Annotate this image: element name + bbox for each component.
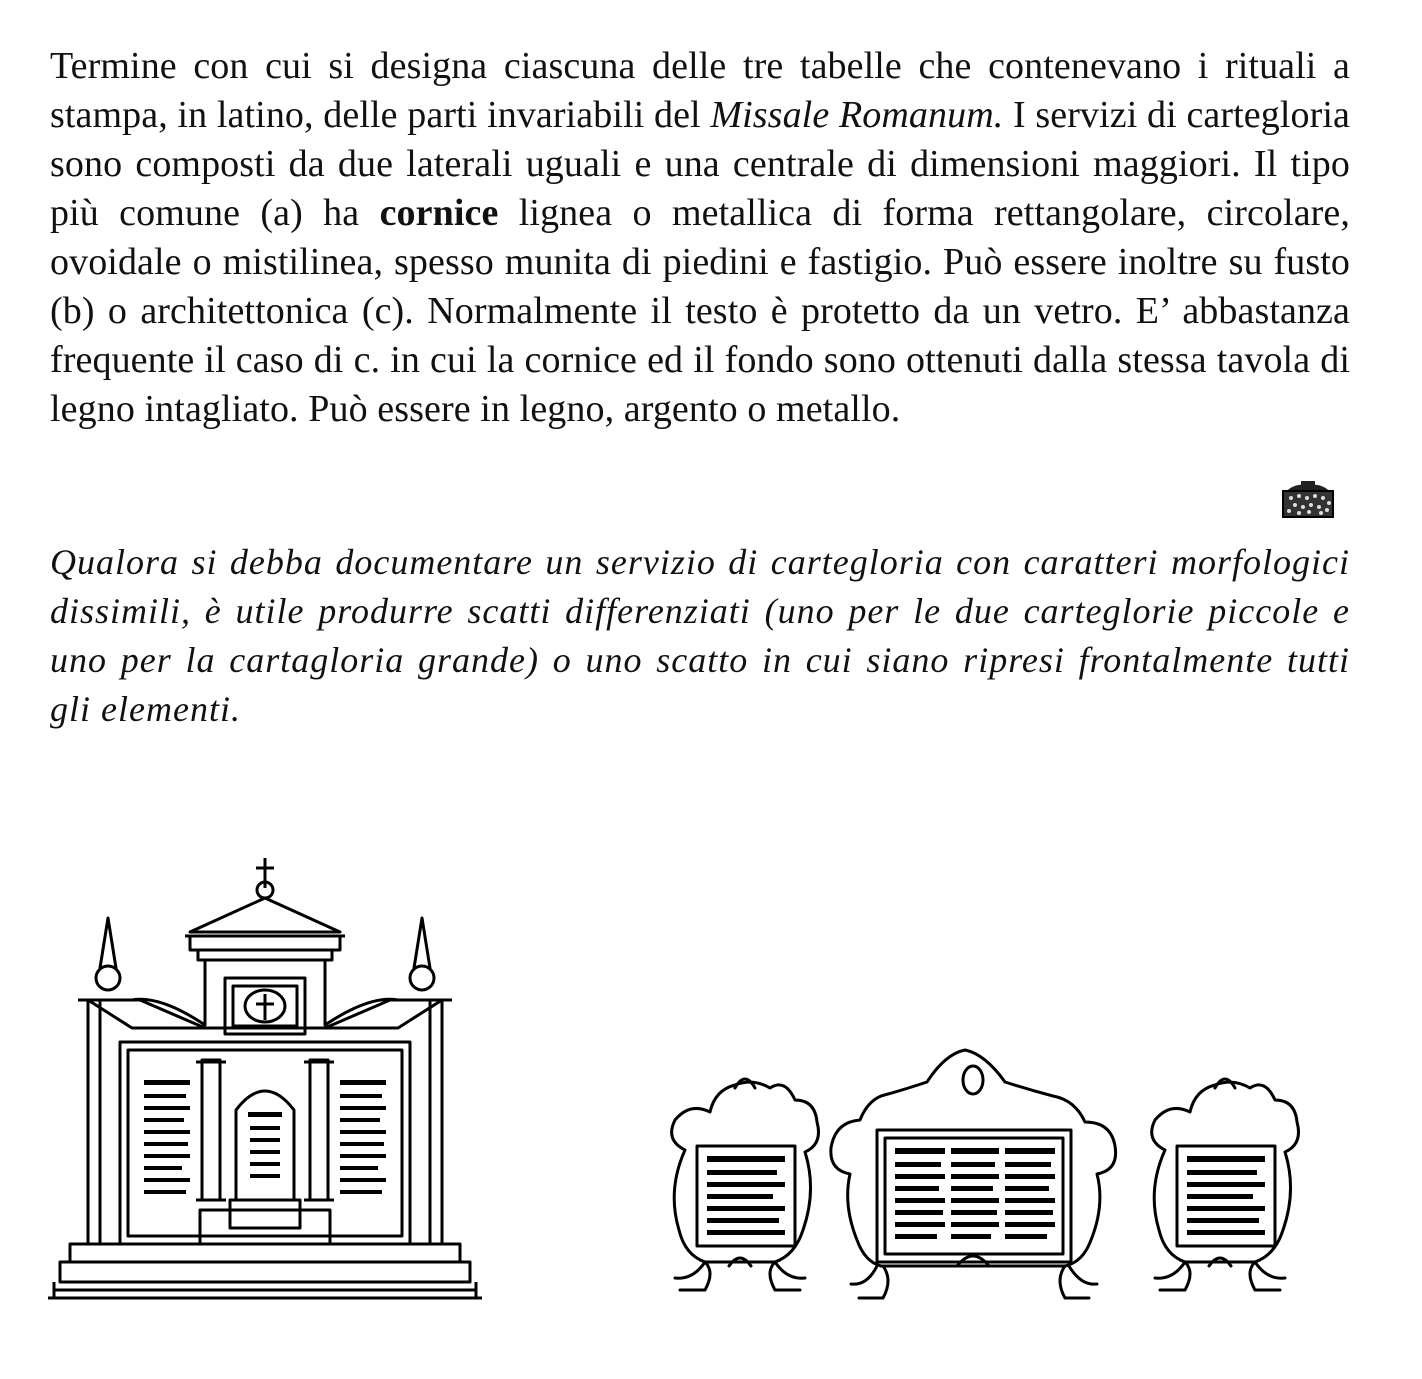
definition-text-2: I servizi di cartegloria sono composti da due laterali uguali e una centrale di dimensioni maggiori. Il tipo più comune (a) ha [50, 94, 1350, 234]
missal-title: Missale Romanum. [710, 94, 1004, 136]
baroque-altar-card-set-illustration [645, 1040, 1305, 1310]
glossary-term-cornice: cornice [379, 192, 499, 234]
definition-text-1: Termine con cui si designa ciascuna delle tre tabelle che contenevano i rituali a stampa, in latino, delle parti invariabili del [50, 45, 1350, 136]
definition-paragraph [50, 42, 1350, 434]
architectural-altar-card-illustration [40, 850, 490, 1350]
photography-note: Qualora si debba documentare un servizio di cartegloria con caratteri morfologici dissimili, è utile produrre scatti differenziati (uno per le due carteglorie piccole e uno per la cartagloria grande) o uno scatto in cui siano ripresi frontalmente tutti gli elementi. [50, 542, 1350, 729]
definition-text-3: lignea o metallica di forma rettangolare, circolare, ovoidale o mistilinea, spesso munita di piedini e fastigio. Può essere inoltre su fusto (b) o architettonica (c). Normalmente il testo è protetto da un vetro. E’ abbastanza frequente il caso di c. in cui la cornice ed il fondo sono ottenuti dalla stessa tavola di legno intagliato. Può essere in legno, argento o metallo. [50, 192, 1350, 430]
camera-ornament-icon [1279, 479, 1337, 523]
